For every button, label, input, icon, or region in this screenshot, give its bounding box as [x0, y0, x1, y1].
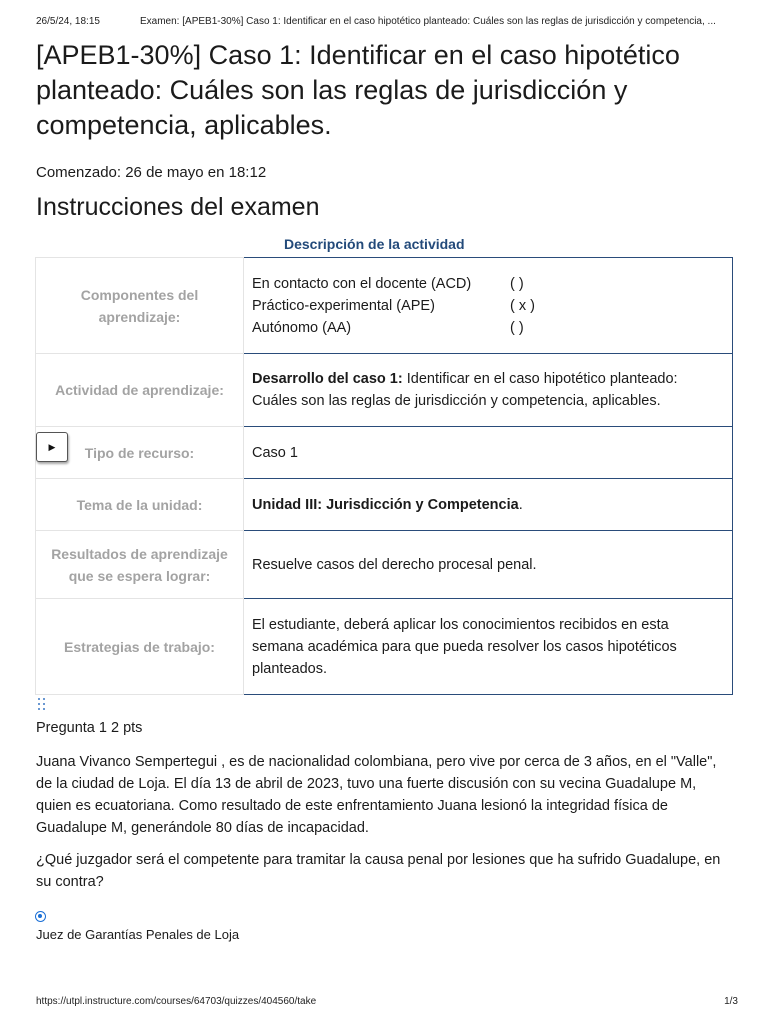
- instructions-heading: Instrucciones del examen: [36, 193, 320, 221]
- component-item-ape: Práctico-experimental (APE) ( x ): [252, 297, 535, 314]
- activity-description-heading: Descripción de la actividad: [284, 236, 465, 252]
- answer-label[interactable]: Juez de Garantías Penales de Loja: [36, 927, 240, 942]
- print-timestamp: 26/5/24, 18:15: [36, 16, 100, 27]
- question-text: Juana Vivanco Sempertegui , es de nacionalidad colombiana, pero vive por cerca de 3 años, en el "Valle", de la ciudad de Loja. El día 13 de abril de 2023, tuvo una fuerte discusión con su vecina Guadalupe M, quien es ecuatoriana. Como resultado de este enfrentamiento Juana lesionó la integridad física de Guadalupe M, generándole 80 días de incapacidad.: [36, 754, 717, 836]
- components-label: Componentes del aprendizaje:: [36, 258, 244, 354]
- table-row-resource-type: [36, 427, 733, 479]
- table-row-components: [36, 258, 733, 354]
- component-item-acd: En contacto con el docente (ACD) ( ): [252, 275, 524, 292]
- unit-topic-label: Tema de la unidad:: [36, 479, 244, 531]
- started-at: Comenzado: 26 de mayo en 18:12: [36, 164, 267, 181]
- resource-type-value: Caso 1: [244, 427, 733, 479]
- table-row-expected-results: [36, 531, 733, 599]
- expected-results-value: Resuelve casos del derecho procesal penal.: [244, 531, 733, 599]
- resource-type-label: ▶ Tipo de recurso:: [36, 427, 244, 479]
- unit-topic-value: Unidad III: Jurisdicción y Competencia.: [244, 479, 733, 531]
- strategies-label: Estrategias de trabajo:: [36, 599, 244, 695]
- table-row-unit-topic: [36, 479, 733, 531]
- answer-radio-selected[interactable]: [35, 911, 46, 922]
- print-page-number: 1/3: [724, 996, 738, 1007]
- table-row-strategies: [36, 599, 733, 695]
- learning-activity-label: Actividad de aprendizaje:: [36, 354, 244, 427]
- play-button[interactable]: [36, 432, 68, 462]
- table-row-learning-activity: [36, 354, 733, 427]
- activity-table: [35, 257, 733, 695]
- print-header: [36, 16, 738, 27]
- strategies-value: El estudiante, deberá aplicar los conocimientos recibidos en esta semana académica para que pueda resolver los casos hipotéticos planteados.: [244, 599, 733, 695]
- drag-handle-icon[interactable]: [37, 697, 47, 713]
- question-prompt: ¿Qué juzgador será el competente para tramitar la causa penal por lesiones que ha sufrido Guadalupe, en su contra?: [36, 852, 721, 890]
- question-heading: Pregunta 1 2 pts: [36, 720, 143, 736]
- component-item-aa: Autónomo (AA) ( ): [252, 319, 524, 336]
- learning-activity-value: Desarrollo del caso 1: Identificar en el caso hipotético planteado: Cuáles son las reglas de jurisdicción y competencia, aplicables.: [244, 354, 733, 427]
- expected-results-label: Resultados de aprendizaje que se espera lograr:: [36, 531, 244, 599]
- components-value: [244, 258, 733, 354]
- print-title: Examen: [APEB1-30%] Caso 1: Identificar en el caso hipotético planteado: Cuáles son las reglas de jurisdicción y competencia, ...: [140, 16, 716, 27]
- print-url: https://utpl.instructure.com/courses/64703/quizzes/404560/take: [36, 996, 317, 1007]
- page-title: [APEB1-30%] Caso 1: Identificar en el caso hipotético planteado: Cuáles son las reglas de jurisdicción y competencia, aplicables.: [36, 40, 680, 140]
- play-triangle-icon: ▶: [48, 442, 56, 452]
- print-footer: [36, 996, 738, 1007]
